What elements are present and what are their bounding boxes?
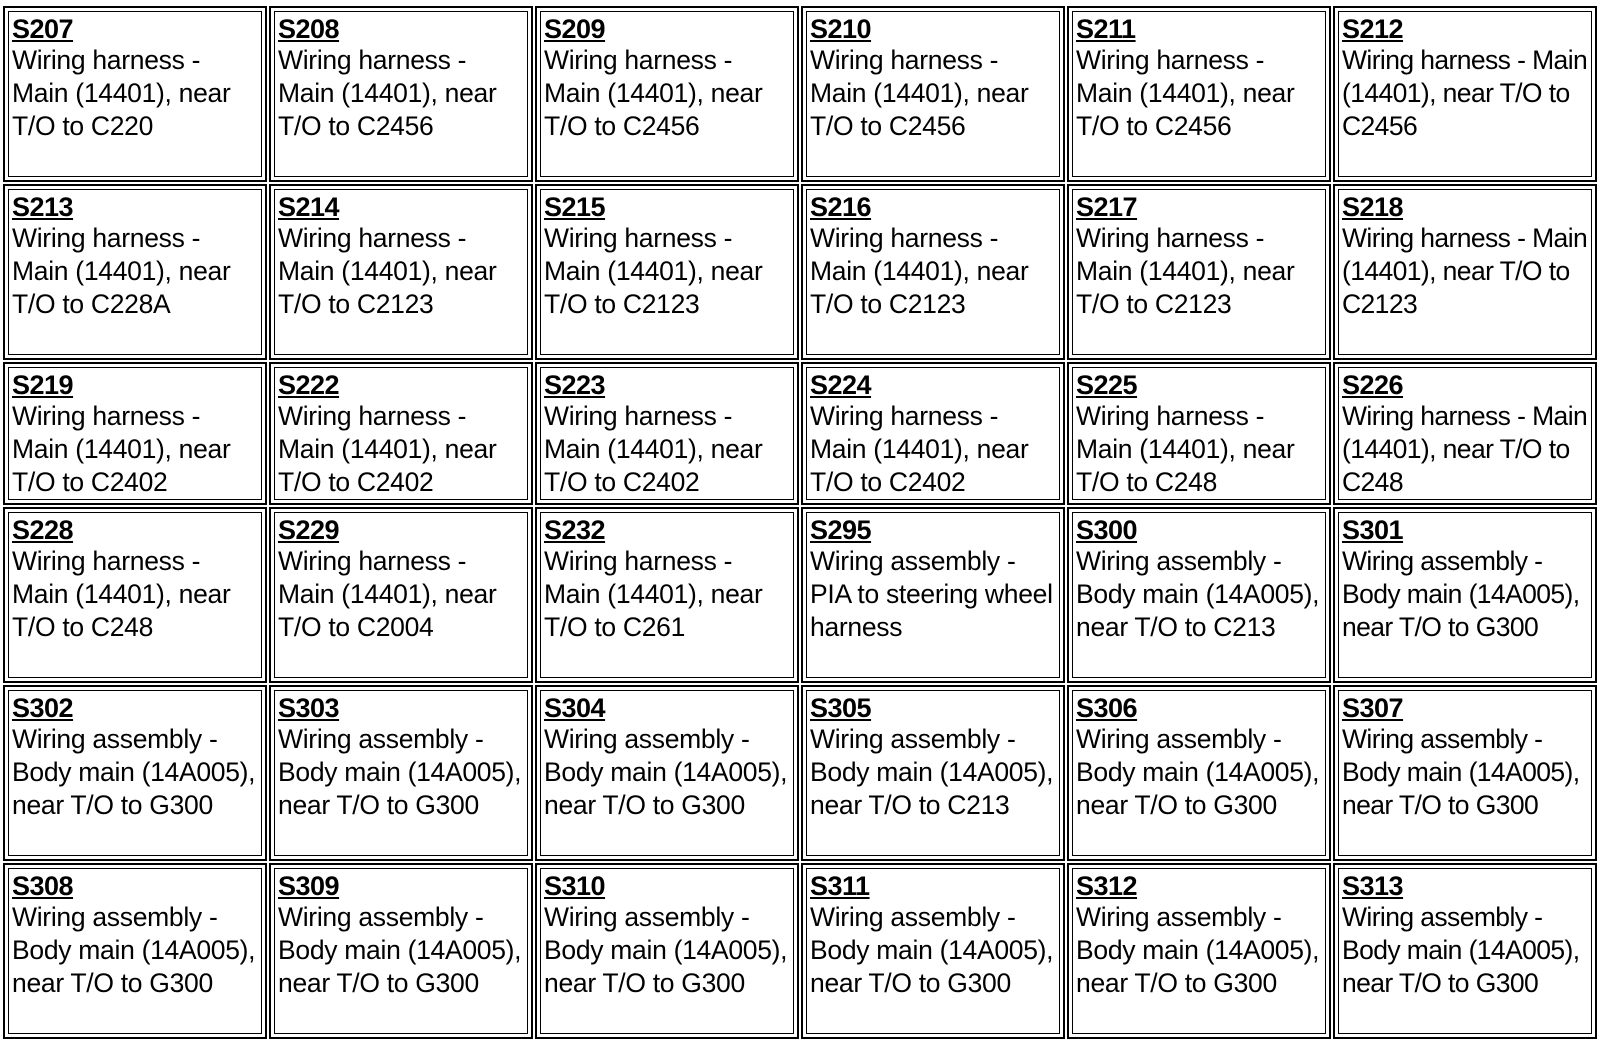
splice-code: S216 xyxy=(810,192,872,222)
table-cell xyxy=(1333,507,1597,683)
splice-description: Wiring harness - Main (14401), near T/O to C2456 xyxy=(544,45,763,141)
table-cell xyxy=(1067,685,1331,861)
table-cell xyxy=(3,507,267,683)
splice-code: S303 xyxy=(278,693,340,723)
splice-description: Wiring assembly - Body main (14A005), near T/O to G300 xyxy=(544,902,788,998)
splice-code: S304 xyxy=(544,693,606,723)
splice-code: S211 xyxy=(1076,14,1136,44)
splice-code: S214 xyxy=(278,192,340,222)
table-cell xyxy=(801,685,1065,861)
table-cell xyxy=(1333,863,1597,1039)
table-cell xyxy=(269,863,533,1039)
table-cell xyxy=(3,184,267,360)
table-cell xyxy=(535,863,799,1039)
splice-code: S295 xyxy=(810,515,872,545)
splice-description: Wiring harness - Main (14401), near T/O to C261 xyxy=(544,546,763,642)
splice-code: S224 xyxy=(810,370,872,400)
table-cell xyxy=(3,685,267,861)
splice-description: Wiring harness - Main (14401), near T/O to C248 xyxy=(1342,401,1588,497)
splice-description: Wiring harness - Main (14401), near T/O to C2402 xyxy=(810,401,1029,497)
table-cell xyxy=(1067,863,1331,1039)
splice-description: Wiring assembly - Body main (14A005), near T/O to G300 xyxy=(544,724,788,820)
table-cell xyxy=(269,362,533,505)
table-cell xyxy=(535,507,799,683)
splice-code: S311 xyxy=(810,871,870,901)
splice-description: Wiring harness - Main (14401), near T/O to C2123 xyxy=(1076,223,1295,319)
splice-description: Wiring harness - Main (14401), near T/O to C2456 xyxy=(278,45,497,141)
splice-description: Wiring assembly - Body main (14A005), near T/O to G300 xyxy=(12,902,256,998)
table-cell xyxy=(801,362,1065,505)
splice-code: S225 xyxy=(1076,370,1138,400)
table-cell xyxy=(1333,362,1597,505)
splice-description: Wiring harness - Main (14401), near T/O to C248 xyxy=(1076,401,1295,497)
splice-code: S300 xyxy=(1076,515,1138,545)
splice-description: Wiring harness - Main (14401), near T/O to C2402 xyxy=(12,401,231,497)
table-cell xyxy=(269,685,533,861)
splice-description: Wiring harness - Main (14401), near T/O to C228A xyxy=(12,223,231,319)
table-cell xyxy=(535,184,799,360)
table-cell xyxy=(801,184,1065,360)
splice-code: S222 xyxy=(278,370,340,400)
splice-code: S215 xyxy=(544,192,606,222)
table-cell xyxy=(535,6,799,182)
splice-description: Wiring assembly - Body main (14A005), near T/O to G300 xyxy=(1342,546,1580,642)
table-cell xyxy=(535,362,799,505)
splice-code: S312 xyxy=(1076,871,1138,901)
splice-description: Wiring assembly - Body main (14A005), near T/O to G300 xyxy=(810,902,1054,998)
splice-code: S306 xyxy=(1076,693,1138,723)
splice-code: S313 xyxy=(1342,871,1404,901)
splice-description: Wiring harness - Main (14401), near T/O to C2402 xyxy=(544,401,763,497)
table-cell xyxy=(1333,6,1597,182)
splice-description: Wiring harness - Main (14401), near T/O to C2456 xyxy=(1342,45,1588,141)
splice-code: S309 xyxy=(278,871,340,901)
splice-description: Wiring harness - Main (14401), near T/O to C2123 xyxy=(544,223,763,319)
table-cell xyxy=(269,6,533,182)
splice-description: Wiring assembly - PIA to steering wheel harness xyxy=(810,546,1053,642)
splice-code: S310 xyxy=(544,871,606,901)
splice-description: Wiring harness - Main (14401), near T/O to C2123 xyxy=(1342,223,1588,319)
splice-code: S213 xyxy=(12,192,74,222)
splice-code: S301 xyxy=(1342,515,1404,545)
splice-description: Wiring assembly - Body main (14A005), near T/O to G300 xyxy=(1076,902,1320,998)
splice-description: Wiring assembly - Body main (14A005), near T/O to G300 xyxy=(1342,724,1580,820)
splice-description: Wiring assembly - Body main (14A005), near T/O to G300 xyxy=(1342,902,1580,998)
splice-code: S207 xyxy=(12,14,74,44)
splice-description: Wiring harness - Main (14401), near T/O to C220 xyxy=(12,45,231,141)
table-cell xyxy=(3,362,267,505)
table-cell xyxy=(1067,184,1331,360)
splice-code: S226 xyxy=(1342,370,1404,400)
table-cell xyxy=(1333,184,1597,360)
table-cell xyxy=(269,184,533,360)
splice-code: S223 xyxy=(544,370,606,400)
splice-code: S232 xyxy=(544,515,606,545)
splice-table xyxy=(2,5,1598,1040)
table-cell xyxy=(801,507,1065,683)
splice-code: S218 xyxy=(1342,192,1404,222)
splice-description: Wiring harness - Main (14401), near T/O to C2402 xyxy=(278,401,497,497)
table-cell xyxy=(1067,362,1331,505)
splice-description: Wiring assembly - Body main (14A005), near T/O to G300 xyxy=(1076,724,1320,820)
splice-code: S209 xyxy=(544,14,606,44)
splice-code: S308 xyxy=(12,871,74,901)
table-cell xyxy=(801,6,1065,182)
splice-code: S212 xyxy=(1342,14,1404,44)
splice-description: Wiring assembly - Body main (14A005), near T/O to C213 xyxy=(1076,546,1320,642)
table-cell xyxy=(3,6,267,182)
table-cell xyxy=(1067,507,1331,683)
splice-code: S302 xyxy=(12,693,74,723)
table-cell xyxy=(1333,685,1597,861)
table-cell xyxy=(801,863,1065,1039)
splice-code: S307 xyxy=(1342,693,1404,723)
splice-code: S219 xyxy=(12,370,74,400)
splice-description: Wiring assembly - Body main (14A005), near T/O to G300 xyxy=(12,724,256,820)
splice-code: S208 xyxy=(278,14,340,44)
splice-description: Wiring assembly - Body main (14A005), near T/O to G300 xyxy=(278,724,522,820)
splice-description: Wiring assembly - Body main (14A005), near T/O to G300 xyxy=(278,902,522,998)
splice-code: S228 xyxy=(12,515,74,545)
splice-description: Wiring assembly - Body main (14A005), near T/O to C213 xyxy=(810,724,1054,820)
splice-description: Wiring harness - Main (14401), near T/O to C248 xyxy=(12,546,231,642)
splice-code: S229 xyxy=(278,515,340,545)
splice-description: Wiring harness - Main (14401), near T/O to C2456 xyxy=(810,45,1029,141)
splice-code: S210 xyxy=(810,14,872,44)
table-cell xyxy=(1067,6,1331,182)
table-cell xyxy=(535,685,799,861)
table-cell xyxy=(3,863,267,1039)
splice-description: Wiring harness - Main (14401), near T/O to C2004 xyxy=(278,546,497,642)
splice-description: Wiring harness - Main (14401), near T/O to C2456 xyxy=(1076,45,1295,141)
splice-code: S217 xyxy=(1076,192,1138,222)
splice-description: Wiring harness - Main (14401), near T/O to C2123 xyxy=(278,223,497,319)
table-cell xyxy=(269,507,533,683)
splice-code: S305 xyxy=(810,693,872,723)
splice-description: Wiring harness - Main (14401), near T/O to C2123 xyxy=(810,223,1029,319)
